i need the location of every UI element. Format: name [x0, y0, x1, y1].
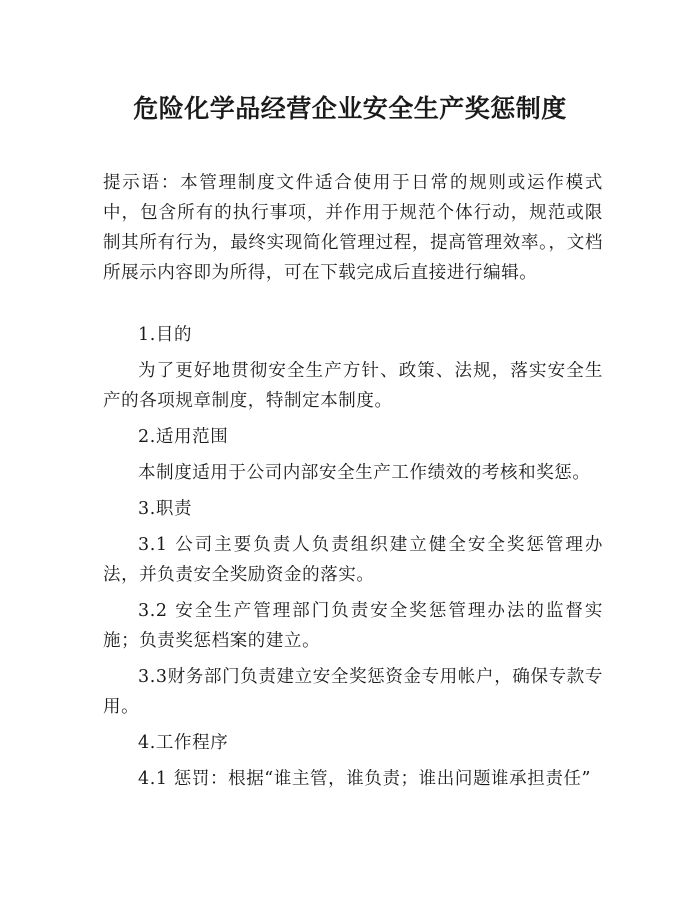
section-heading-duties: 3.职责	[138, 499, 193, 519]
section-heading-procedure: 4.工作程序	[138, 733, 229, 753]
intro-paragraph: 提示语：本管理制度文件适合使用于日常的规则或运作模式中，包含所有的执行事项，并作用于规范个体行动，规范或限制其所有行为，最终实现简化管理过程，提高管理效率。，文档所展示内容即为所得，可在下载完成后直接进行编辑。	[103, 173, 603, 283]
paragraph-duty-3-1: 3.1 公司主要负责人负责组织建立健全安全奖惩管理办法，并负责安全奖励资金的落实。	[103, 535, 603, 585]
paragraph-purpose: 为了更好地贯彻安全生产方针、政策、法规，落实安全生产的各项规章制度，特制定本制度。	[103, 361, 603, 411]
document-title: 危险化学品经营企业安全生产奖惩制度	[133, 94, 567, 123]
section-heading-scope: 2.适用范围	[138, 427, 229, 447]
section-heading-purpose: 1.目的	[138, 325, 193, 345]
paragraph-scope: 本制度适用于公司内部安全生产工作绩效的考核和奖惩。	[138, 463, 591, 483]
paragraph-procedure-4-1: 4.1 惩罚：根据“谁主管，谁负责；谁出问题谁承担责任”	[138, 769, 592, 789]
paragraph-duty-3-2: 3.2 安全生产管理部门负责安全奖惩管理办法的监督实施；负责奖惩档案的建立。	[103, 601, 603, 651]
paragraph-duty-3-3: 3.3财务部门负责建立安全奖惩资金专用帐户，确保专款专用。	[103, 667, 603, 717]
document-body	[103, 320, 603, 800]
